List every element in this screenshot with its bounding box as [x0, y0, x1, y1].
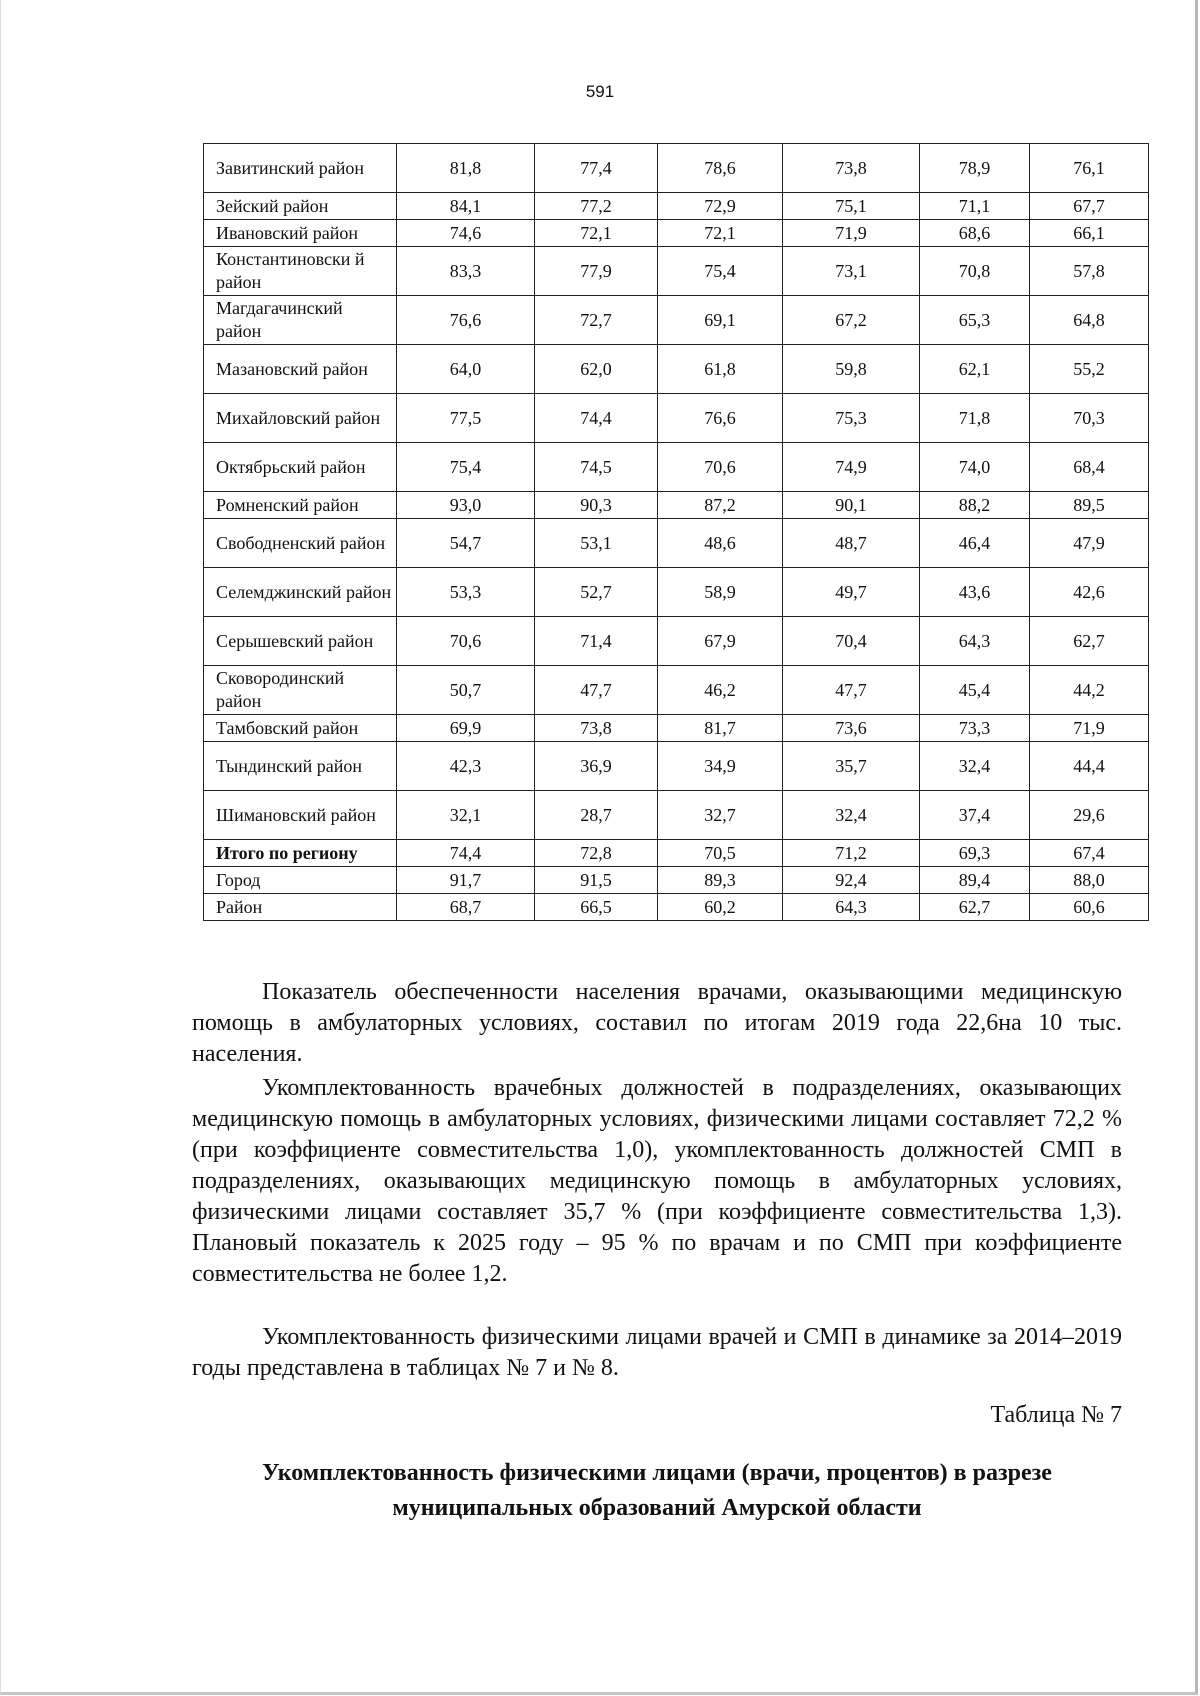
value-cell: 78,6	[658, 144, 783, 193]
value-cell: 74,4	[535, 394, 658, 443]
row-name-cell: Мазановский район	[204, 345, 397, 394]
row-name-cell: Город	[204, 867, 397, 894]
value-cell: 73,6	[783, 715, 920, 742]
value-cell: 67,7	[1030, 193, 1149, 220]
table-row	[204, 791, 1149, 840]
value-cell: 32,4	[920, 742, 1030, 791]
row-name-cell: Октябрьский район	[204, 443, 397, 492]
value-cell: 36,9	[535, 742, 658, 791]
table-body	[204, 144, 1149, 921]
row-name-cell: Свободненский район	[204, 519, 397, 568]
value-cell: 64,3	[920, 617, 1030, 666]
value-cell: 61,8	[658, 345, 783, 394]
value-cell: 70,5	[658, 840, 783, 867]
value-cell: 69,9	[397, 715, 535, 742]
paragraph-3-block	[192, 1322, 1122, 1384]
page-number: 591	[585, 82, 615, 101]
table-row	[204, 247, 1149, 296]
value-cell: 76,6	[397, 296, 535, 345]
value-cell: 91,7	[397, 867, 535, 894]
paragraph-1-block	[192, 977, 1122, 1070]
table-title	[192, 1456, 1122, 1526]
paragraph-3: Укомплектованность физическими лицами врачей и СМП в динамике за 2014–2019 годы представлена в таблицах № 7 и № 8.	[192, 1324, 1122, 1381]
value-cell: 67,2	[783, 296, 920, 345]
value-cell: 74,0	[920, 443, 1030, 492]
paragraph-2: Укомплектованность врачебных должностей в подразделениях, оказывающих медицинскую помощь в амбулаторных условиях, физическими лицами составляет 72,2 % (при коэффициенте совместительства 1,0), укомплектованность должностей СМП в подразделениях, оказывающих медицинскую помощь в амбулаторных условиях, физическими лицами составляет 35,7 % (при коэффициенте совместительства 1,3). Плановый показатель к 2025 году – 95 % по врачам и по СМП при коэффициенте совместительства не более 1,2.	[192, 1075, 1122, 1287]
value-cell: 73,8	[783, 144, 920, 193]
value-cell: 72,7	[535, 296, 658, 345]
table-row	[204, 666, 1149, 715]
data-table	[203, 143, 1149, 921]
value-cell: 71,8	[920, 394, 1030, 443]
value-cell: 74,4	[397, 840, 535, 867]
value-cell: 83,3	[397, 247, 535, 296]
value-cell: 32,4	[783, 791, 920, 840]
row-name-cell: Тындинский район	[204, 742, 397, 791]
value-cell: 71,9	[783, 220, 920, 247]
value-cell: 47,9	[1030, 519, 1149, 568]
value-cell: 47,7	[783, 666, 920, 715]
value-cell: 73,1	[783, 247, 920, 296]
value-cell: 77,4	[535, 144, 658, 193]
value-cell: 81,7	[658, 715, 783, 742]
table-row	[204, 296, 1149, 345]
value-cell: 50,7	[397, 666, 535, 715]
value-cell: 88,2	[920, 492, 1030, 519]
value-cell: 34,9	[658, 742, 783, 791]
row-name-cell: Зейский район	[204, 193, 397, 220]
value-cell: 75,4	[397, 443, 535, 492]
table-title-line-1: Укомплектованность физическими лицами (врачи, процентов) в разрезе	[262, 1460, 1052, 1486]
value-cell: 62,1	[920, 345, 1030, 394]
value-cell: 53,1	[535, 519, 658, 568]
paragraph-2-block	[192, 1073, 1122, 1290]
value-cell: 53,3	[397, 568, 535, 617]
value-cell: 81,8	[397, 144, 535, 193]
value-cell: 70,6	[397, 617, 535, 666]
value-cell: 74,9	[783, 443, 920, 492]
row-name-cell: Ромненский район	[204, 492, 397, 519]
value-cell: 42,3	[397, 742, 535, 791]
value-cell: 75,4	[658, 247, 783, 296]
value-cell: 71,9	[1030, 715, 1149, 742]
value-cell: 66,5	[535, 894, 658, 921]
value-cell: 64,8	[1030, 296, 1149, 345]
value-cell: 46,2	[658, 666, 783, 715]
table-row	[204, 617, 1149, 666]
value-cell: 73,3	[920, 715, 1030, 742]
table-row	[204, 568, 1149, 617]
row-name-cell: Селемджинский район	[204, 568, 397, 617]
value-cell: 71,4	[535, 617, 658, 666]
value-cell: 64,3	[783, 894, 920, 921]
row-name-cell: Константиновски й район	[204, 247, 397, 296]
row-name-cell: Район	[204, 894, 397, 921]
value-cell: 88,0	[1030, 867, 1149, 894]
row-name-cell: Серышевский район	[204, 617, 397, 666]
value-cell: 58,9	[658, 568, 783, 617]
table-row	[204, 394, 1149, 443]
table-row	[204, 742, 1149, 791]
value-cell: 48,6	[658, 519, 783, 568]
value-cell: 62,0	[535, 345, 658, 394]
value-cell: 69,1	[658, 296, 783, 345]
value-cell: 90,1	[783, 492, 920, 519]
value-cell: 32,7	[658, 791, 783, 840]
row-name-cell: Шимановский район	[204, 791, 397, 840]
value-cell: 48,7	[783, 519, 920, 568]
value-cell: 77,5	[397, 394, 535, 443]
value-cell: 35,7	[783, 742, 920, 791]
value-cell: 93,0	[397, 492, 535, 519]
value-cell: 70,6	[658, 443, 783, 492]
value-cell: 74,5	[535, 443, 658, 492]
value-cell: 69,3	[920, 840, 1030, 867]
row-name-cell: Ивановский район	[204, 220, 397, 247]
value-cell: 91,5	[535, 867, 658, 894]
value-cell: 76,1	[1030, 144, 1149, 193]
value-cell: 52,7	[535, 568, 658, 617]
value-cell: 42,6	[1030, 568, 1149, 617]
value-cell: 89,4	[920, 867, 1030, 894]
value-cell: 67,4	[1030, 840, 1149, 867]
value-cell: 84,1	[397, 193, 535, 220]
value-cell: 66,1	[1030, 220, 1149, 247]
value-cell: 68,6	[920, 220, 1030, 247]
value-cell: 70,8	[920, 247, 1030, 296]
table-row	[204, 345, 1149, 394]
value-cell: 87,2	[658, 492, 783, 519]
table-row	[204, 220, 1149, 247]
value-cell: 68,4	[1030, 443, 1149, 492]
row-name-cell: Итого по региону	[204, 840, 397, 867]
value-cell: 67,9	[658, 617, 783, 666]
row-name-cell: Михайловский район	[204, 394, 397, 443]
value-cell: 62,7	[1030, 617, 1149, 666]
value-cell: 75,1	[783, 193, 920, 220]
row-name-cell: Завитинский район	[204, 144, 397, 193]
paragraph-1: Показатель обеспеченности населения врачами, оказывающими медицинскую помощь в амбулаторных условиях, составил по итогам 2019 года 22,6на 10 тыс. населения.	[192, 979, 1122, 1067]
value-cell: 44,4	[1030, 742, 1149, 791]
table-row	[204, 840, 1149, 867]
value-cell: 60,6	[1030, 894, 1149, 921]
value-cell: 54,7	[397, 519, 535, 568]
table-row	[204, 193, 1149, 220]
value-cell: 45,4	[920, 666, 1030, 715]
value-cell: 90,3	[535, 492, 658, 519]
row-name-cell: Магдагачинский район	[204, 296, 397, 345]
row-name-cell: Сковородинский район	[204, 666, 397, 715]
value-cell: 75,3	[783, 394, 920, 443]
table-row	[204, 492, 1149, 519]
value-cell: 43,6	[920, 568, 1030, 617]
table-row	[204, 715, 1149, 742]
value-cell: 72,1	[535, 220, 658, 247]
table-title-line-2: муниципальных образований Амурской области	[392, 1495, 922, 1521]
table-row	[204, 519, 1149, 568]
value-cell: 32,1	[397, 791, 535, 840]
value-cell: 59,8	[783, 345, 920, 394]
value-cell: 28,7	[535, 791, 658, 840]
value-cell: 57,8	[1030, 247, 1149, 296]
value-cell: 64,0	[397, 345, 535, 394]
value-cell: 44,2	[1030, 666, 1149, 715]
value-cell: 72,9	[658, 193, 783, 220]
value-cell: 68,7	[397, 894, 535, 921]
value-cell: 65,3	[920, 296, 1030, 345]
value-cell: 55,2	[1030, 345, 1149, 394]
value-cell: 47,7	[535, 666, 658, 715]
value-cell: 89,3	[658, 867, 783, 894]
value-cell: 72,1	[658, 220, 783, 247]
value-cell: 70,3	[1030, 394, 1149, 443]
row-name-cell: Тамбовский район	[204, 715, 397, 742]
value-cell: 37,4	[920, 791, 1030, 840]
value-cell: 62,7	[920, 894, 1030, 921]
value-cell: 73,8	[535, 715, 658, 742]
value-cell: 77,2	[535, 193, 658, 220]
table-row	[204, 867, 1149, 894]
table-row	[204, 894, 1149, 921]
value-cell: 78,9	[920, 144, 1030, 193]
value-cell: 46,4	[920, 519, 1030, 568]
value-cell: 76,6	[658, 394, 783, 443]
value-cell: 71,2	[783, 840, 920, 867]
value-cell: 92,4	[783, 867, 920, 894]
value-cell: 72,8	[535, 840, 658, 867]
table-caption: Таблица № 7	[990, 1402, 1122, 1428]
table-row	[204, 443, 1149, 492]
table-row	[204, 144, 1149, 193]
value-cell: 70,4	[783, 617, 920, 666]
value-cell: 77,9	[535, 247, 658, 296]
value-cell: 71,1	[920, 193, 1030, 220]
value-cell: 49,7	[783, 568, 920, 617]
value-cell: 74,6	[397, 220, 535, 247]
value-cell: 60,2	[658, 894, 783, 921]
value-cell: 29,6	[1030, 791, 1149, 840]
value-cell: 89,5	[1030, 492, 1149, 519]
